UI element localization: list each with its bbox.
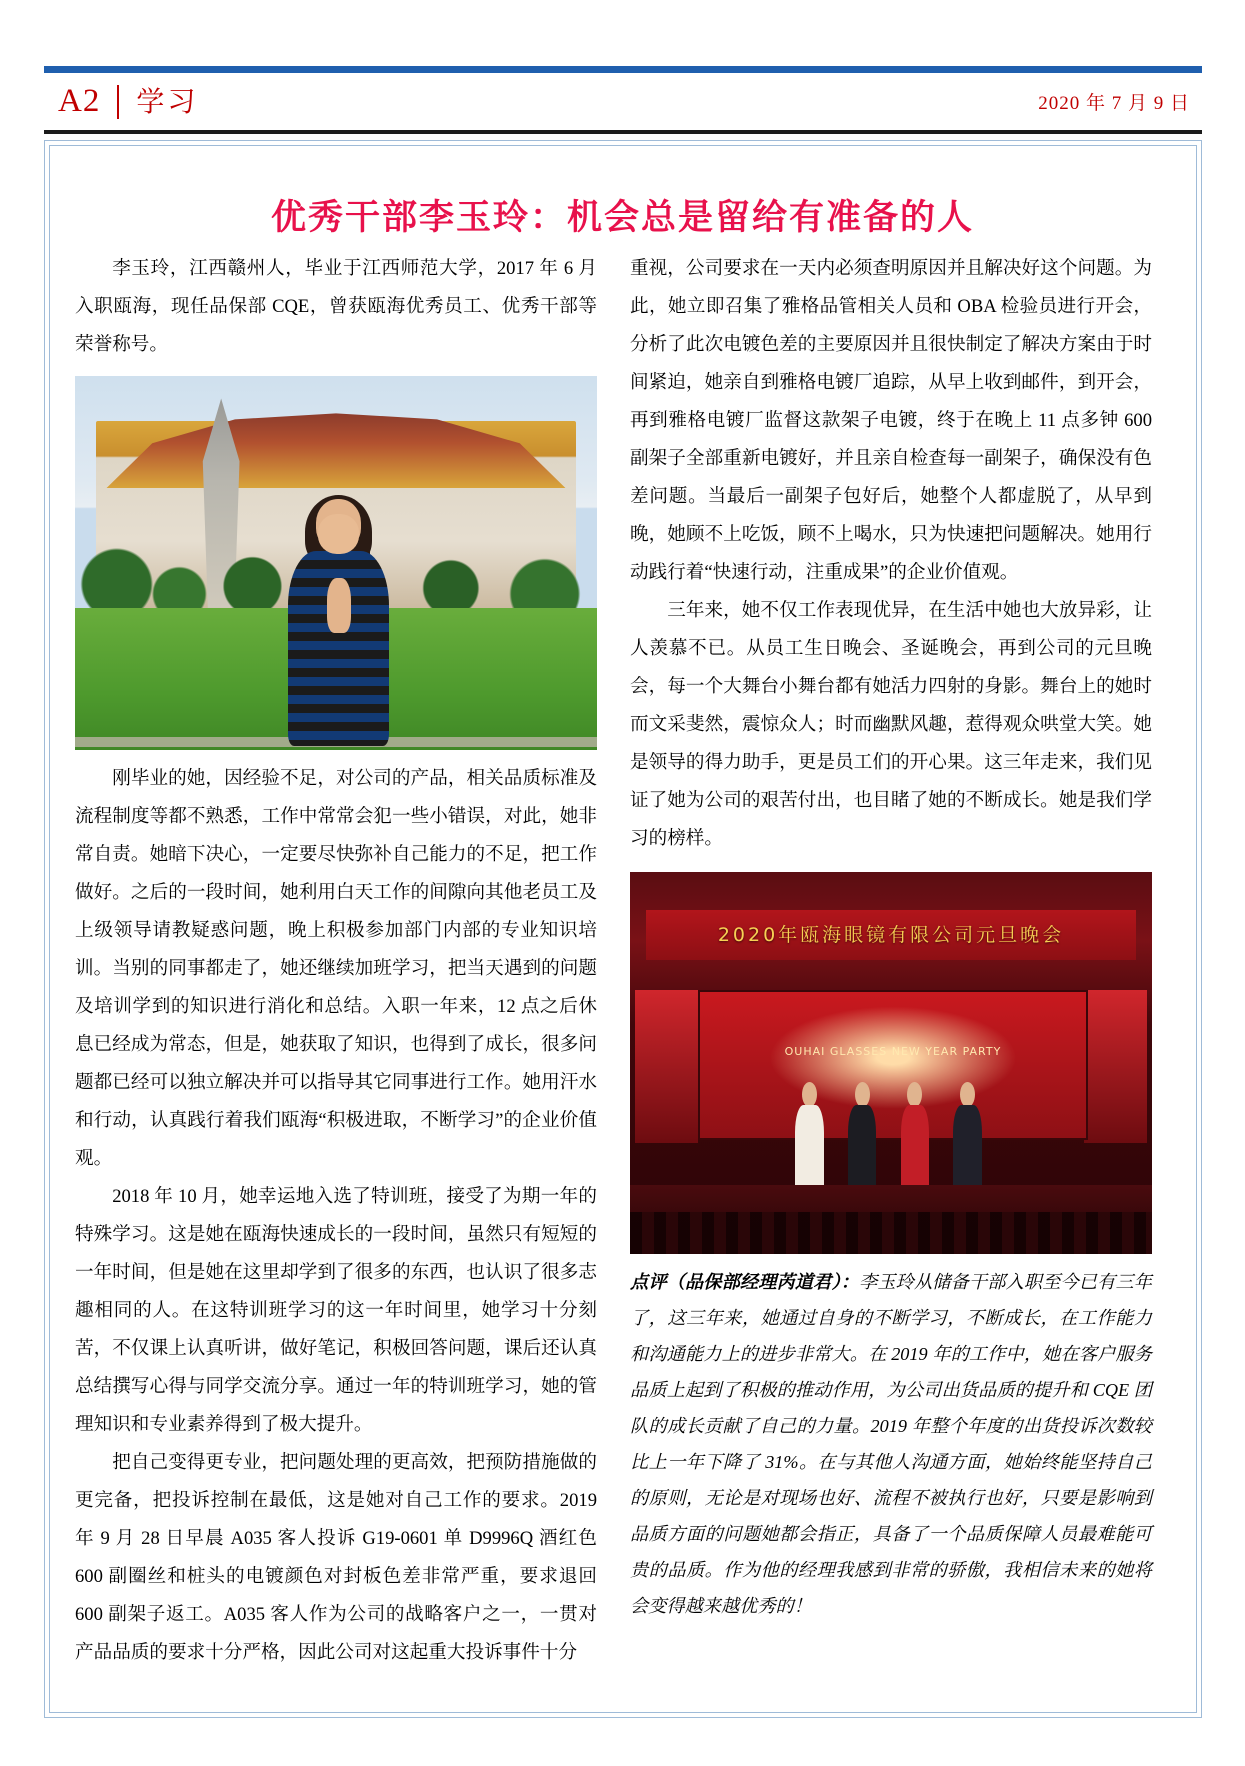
paragraph: 李玉玲，江西赣州人，毕业于江西师范大学，2017 年 6 月入职瓯海，现任品保部 CQE，曾获瓯海优秀员工、优秀干部等荣誉称号。 xyxy=(75,258,597,355)
commentary-text: 李玉玲从储备干部入职至今已有三年了，这三年来，她通过自身的不断学习，不断成长，在工作能力和沟通能力上的进步非常大。在 2019 年的工作中，她在客户服务品质上起到了积极的推动作用，为公司出货品质的提升和 CQE 团队的成长贡献了自己的力量。2019 年整个年度的出货投诉次数较比上一年下降了 31%。在与其他人沟通方面，她始终能坚持自己的原则，无论是对现场也好、流程不被执行也好，只要是影响到品质方面的问题她都会指正，具备了一个品质保障人员最难能可贵的品质。作为他的经理我感到非常的骄傲，我相信未来的她将会变得越来越优秀的！ xyxy=(630,1272,1152,1616)
commentary-block xyxy=(630,1264,1152,1624)
article-headline: 优秀干部李玉玲：机会总是留给有准备的人 xyxy=(270,198,974,238)
stage-hosts xyxy=(787,1082,1006,1197)
masthead-top-rule xyxy=(44,66,1202,73)
stage-scene xyxy=(630,872,1152,1254)
temple-scene xyxy=(75,376,597,750)
host-figure xyxy=(791,1082,828,1197)
masthead-bottom-rule xyxy=(44,130,1202,134)
photo-portrait-temple xyxy=(75,376,597,750)
stage-right-panel xyxy=(1084,990,1147,1143)
stage-screen-caption: OUHAI GLASSES NEW YEAR PARTY xyxy=(784,1045,1002,1059)
masthead-content xyxy=(44,73,1202,130)
person-hands xyxy=(327,578,351,632)
paragraph: 把自己变得更专业，把问题处理的更高效，把预防措施做的更完备，把投诉控制在最低，这是她对自己工作的要求。2019 年 9 月 28 日早晨 A035 客人投诉 G19-0601 单 D9996Q 酒红色 600 副圈丝和桩头的电镀颜色对封板色差非常严重，要求退回 600 副架子返工。A035 客人作为公司的战略客户之一，一贯对产品品质的要求十分严格，因此公司对这起重大投诉事件十分 xyxy=(75,1452,597,1663)
photo-stage-party xyxy=(630,872,1152,1254)
paragraph: 2018 年 10 月，她幸运地入选了特训班，接受了为期一年的特殊学习。这是她在瓯海快速成长的一段时间，虽然只有短短的一年时间，但是她在这里却学到了很多的东西，也认识了很多志趣相同的人。在这特训班学习的这一年时间里，她学习十分刻苦，不仅课上认真听讲，做好笔记，积极回答问题，课后还认真总结撰写心得与同学交流分享。通过一年的特训班学习，她的管理知识和专业素养得到了极大提升。 xyxy=(75,1186,597,1435)
publication-date: 2020 年 7 月 9 日 xyxy=(1038,93,1190,114)
paragraph: 重视，公司要求在一天内必须查明原因并且解决好这个问题。为此，她立即召集了雅格品管相关人员和 OBA 检验员进行开会，分析了此次电镀色差的主要原因并且很快制定了解决方案由于时间紧迫，她亲自到雅格电镀厂追踪，从早上收到邮件，到开会，再到雅格电镀厂监督这款架子电镀，终于在晚上 11 点多钟 600 副架子全部重新电镀好，并且亲自检查每一副架子，确保没有色差问题。当最后一副架子包好后，她整个人都虚脱了，从早到晚，她顾不上吃饭，顾不上喝水，只为快速把问题解决。她用行动践行着“快速行动，注重成果”的企业价值观。 xyxy=(630,258,1152,583)
host-figure xyxy=(896,1082,933,1197)
column-right xyxy=(630,250,1152,1624)
host-figure xyxy=(844,1082,881,1197)
masthead xyxy=(44,66,1202,134)
commentary-lead: 点评（品保部经理芮道君）： xyxy=(630,1272,860,1292)
stage-audience xyxy=(630,1212,1152,1254)
masthead-divider xyxy=(117,85,119,119)
host-figure xyxy=(949,1082,986,1197)
section-title: 学习 xyxy=(136,84,199,118)
column-left xyxy=(75,250,597,1672)
stage-banner-text: 2020年瓯海眼镜有限公司元旦晚会 xyxy=(646,910,1137,960)
paragraph: 刚毕业的她，因经验不足，对公司的产品，相关品质标准及流程制度等都不熟悉，工作中常常会犯一些小错误，对此，她非常自责。她暗下决心，一定要尽快弥补自己能力的不足，把工作做好。之后的一段时间，她利用白天工作的间隙向其他老员工及上级领导请教疑惑问题，晚上积极参加部门内部的专业知识培训。当别的同事都走了，她还继续加班学习，把当天遇到的问题及培训学到的知识进行消化和总结。入职一年来，12 点之后休息已经成为常态，但是，她获取了知识，也得到了成长，很多问题都已经可以独立解决并可以指导其它同事进行工作。她用汗水和行动，认真践行着我们瓯海“积极进取，不断学习”的企业价值观。 xyxy=(75,768,597,1169)
page-number: A2 xyxy=(58,83,101,119)
person-face xyxy=(318,514,359,553)
stage-left-panel xyxy=(635,990,698,1143)
paragraph: 三年来，她不仅工作表现优异，在生活中她也大放异彩，让人羡慕不已。从员工生日晚会、圣诞晚会，再到公司的元旦晚会，每一个大舞台小舞台都有她活力四射的身影。舞台上的她时而文采斐然，震惊众人；时而幽默风趣，惹得观众哄堂大笑。她是领导的得力助手，更是员工们的开心果。这三年走来，我们见证了她为公司的艰苦付出，也目睹了她的不断成长。她是我们学习的榜样。 xyxy=(630,600,1152,849)
person-figure xyxy=(279,499,399,746)
